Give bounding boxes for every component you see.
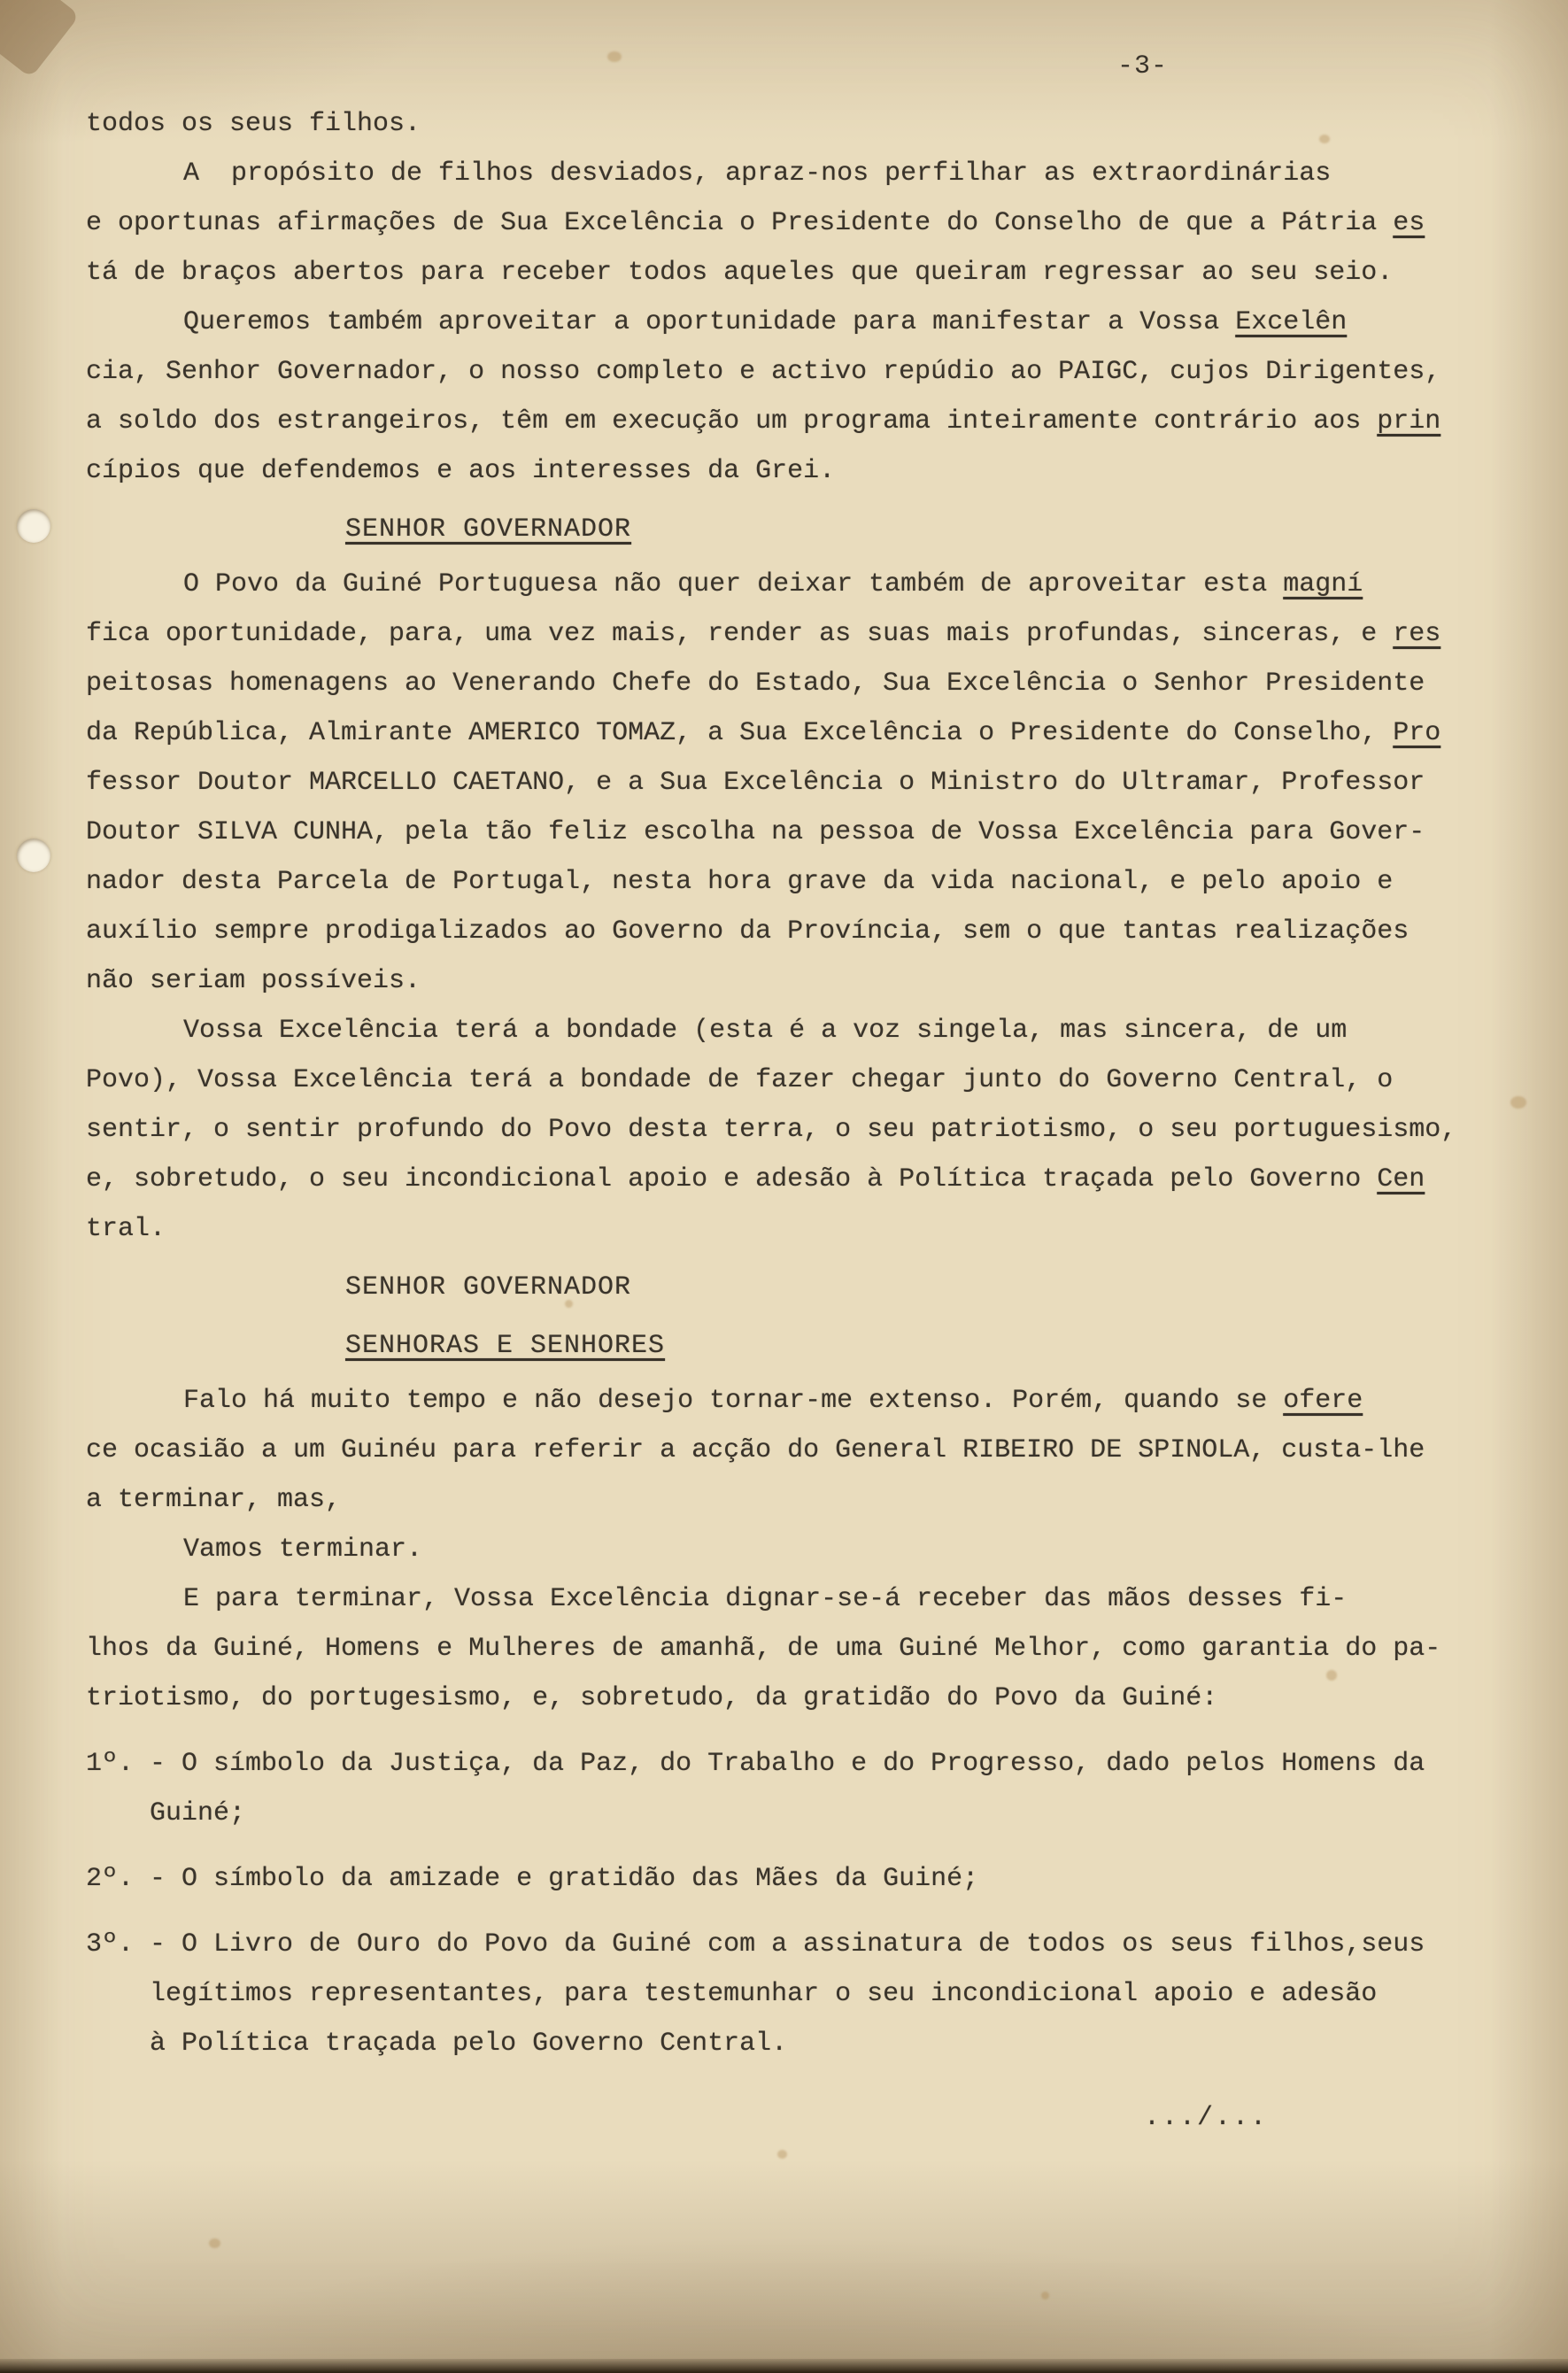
section-heading: SENHOR GOVERNADOR xyxy=(345,1272,632,1302)
text-line: 2º. - O símbolo da amizade e gratidão das Mães da Guiné; xyxy=(86,1864,979,1894)
paragraph xyxy=(86,1525,1511,1574)
text-line: Guiné; xyxy=(150,1798,246,1828)
text-line: 1º. - O símbolo da Justiça, da Paz, do Trabalho e do Progresso, dado pelos Homens da xyxy=(86,1749,1425,1779)
text-line: legítimos representantes, para testemunhar o seu incondicional apoio e adesão xyxy=(150,1979,1378,2009)
paper-stain xyxy=(1041,2292,1049,2300)
text-line: A propósito de filhos desviados, apraz-nos perfilhar as extraordinárias xyxy=(183,158,1332,189)
text-line: triotismo, do portugesismo, e, sobretudo, da gratidão do Povo da Guiné: xyxy=(86,1683,1218,1713)
text-line: E para terminar, Vossa Excelência dignar-se-á receber das mãos desses fi- xyxy=(183,1584,1348,1614)
paper-stain xyxy=(1510,1096,1526,1109)
text-line: Povo), Vossa Excelência terá a bondade de fazer chegar junto do Governo Central, o xyxy=(86,1065,1394,1095)
text-line: auxílio sempre prodigalizados ao Governo da Província, sem o que tantas realizações xyxy=(86,916,1410,947)
text-line: cia, Senhor Governador, o nosso completo e activo repúdio ao PAIGC, cujos Dirigentes, xyxy=(86,357,1441,387)
text-line: e, sobretudo, o seu incondicional apoio e adesão à Política traçada pelo Governo Cen xyxy=(86,1164,1425,1194)
text-line: tá de braços abertos para receber todos aqueles que queiram regressar ao seu seio. xyxy=(86,258,1394,288)
paper-stain xyxy=(209,2238,220,2248)
document-body xyxy=(86,99,1511,2143)
punch-hole-bottom xyxy=(17,839,50,872)
hyphenation-underline: Cen xyxy=(1377,1164,1425,1194)
hyphenation-underline: magní xyxy=(1283,569,1363,599)
text-line: a terminar, mas, xyxy=(86,1485,342,1515)
paragraph xyxy=(86,1574,1511,1723)
hyphenation-underline: es xyxy=(1393,208,1425,238)
scan-bottom-edge xyxy=(0,2359,1568,2373)
text-line: peitosas homenagens ao Venerando Chefe do Estado, Sua Excelência o Senhor Presidente xyxy=(86,669,1425,699)
paragraph xyxy=(86,1006,1511,1254)
list-item xyxy=(86,1854,1511,1904)
paragraph xyxy=(86,99,1511,149)
text-line: fessor Doutor MARCELLO CAETANO, e a Sua Excelência o Ministro do Ultramar, Professor xyxy=(86,768,1425,798)
paragraph xyxy=(86,149,1511,298)
paragraph xyxy=(86,298,1511,496)
hyphenation-underline: Excelên xyxy=(1235,307,1348,337)
text-line: cípios que defendemos e aos interesses da Grei. xyxy=(86,456,836,486)
text-line: O Povo da Guiné Portuguesa não quer deixar também de aproveitar esta magní xyxy=(183,569,1363,599)
list-item xyxy=(86,1739,1511,1838)
text-blocks xyxy=(86,99,1511,2068)
punch-hole-top xyxy=(17,509,50,543)
text-line: a soldo dos estrangeiros, têm em execução um programa inteiramente contrário aos prin xyxy=(86,406,1441,437)
text-line: não seriam possíveis. xyxy=(86,966,421,996)
paper-corner-tear xyxy=(0,0,80,78)
hyphenation-underline: res xyxy=(1393,619,1441,649)
text-line: Falo há muito tempo e não desejo tornar-me extenso. Porém, quando se ofere xyxy=(183,1386,1363,1416)
text-line: Vossa Excelência terá a bondade (esta é a voz singela, mas sincera, de um xyxy=(183,1016,1348,1046)
text-line: nador desta Parcela de Portugal, nesta hora grave da vida nacional, e pelo apoio e xyxy=(86,867,1394,897)
text-line: Doutor SILVA CUNHA, pela tão feliz escolha na pessoa de Vossa Excelência para Gover- xyxy=(86,817,1425,847)
hyphenation-underline: Pro xyxy=(1393,718,1441,748)
text-line: fica oportunidade, para, uma vez mais, render as suas mais profundas, sinceras, e res xyxy=(86,619,1441,649)
text-line: tral. xyxy=(86,1214,166,1244)
hyphenation-underline: ofere xyxy=(1283,1386,1363,1416)
text-line: 3º. - O Livro de Ouro do Povo da Guiné com a assinatura de todos os seus filhos,seus xyxy=(86,1929,1425,1959)
hyphenation-underline: prin xyxy=(1377,406,1441,437)
text-line: da República, Almirante AMERICO TOMAZ, a Sua Excelência o Presidente do Conselho, Pro xyxy=(86,718,1441,748)
text-line: e oportunas afirmações de Sua Excelência o Presidente do Conselho de que a Pátria es xyxy=(86,208,1425,238)
paragraph xyxy=(86,560,1511,1006)
text-line: ce ocasião a um Guinéu para referir a acção do General RIBEIRO DE SPINOLA, custa-lhe xyxy=(86,1435,1425,1465)
paragraph xyxy=(86,1376,1511,1525)
text-line: Queremos também aproveitar a oportunidade para manifestar a Vossa Excelên xyxy=(183,307,1348,337)
section-heading: SENHORAS E SENHORES xyxy=(345,1331,666,1361)
text-line: todos os seus filhos. xyxy=(86,109,421,139)
page-number: -3- xyxy=(1117,51,1169,81)
text-line: lhos da Guiné, Homens e Mulheres de amanhã, de uma Guiné Melhor, como garantia do pa- xyxy=(86,1634,1441,1664)
section-heading: SENHOR GOVERNADOR xyxy=(345,514,632,545)
text-line: sentir, o sentir profundo do Povo desta terra, o seu patriotismo, o seu portuguesismo, xyxy=(86,1115,1457,1145)
paper-stain xyxy=(777,2150,787,2159)
text-line: à Política traçada pelo Governo Central. xyxy=(150,2029,788,2059)
list-item xyxy=(86,1920,1511,2068)
continuation-mark: .../... xyxy=(1144,2103,1269,2133)
paper-stain xyxy=(607,51,622,62)
text-line: Vamos terminar. xyxy=(183,1534,423,1565)
